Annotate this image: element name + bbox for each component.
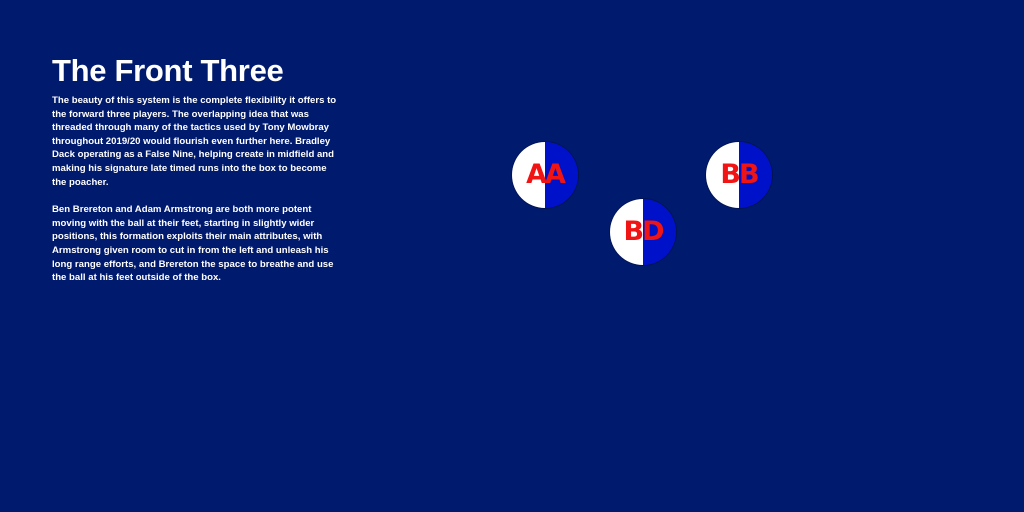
player-badge-centre [610, 199, 676, 265]
player-badge-left [512, 142, 578, 208]
article-panel [52, 52, 342, 299]
page-title: The Front Three [52, 53, 284, 88]
player-badge-right [706, 142, 772, 208]
paragraph-2: Ben Brereton and Adam Armstrong are both more potent moving with the ball at their feet, starting in slightly wider positions, this formation exploits their main attributes, with Armstrong given room to cut in from the left and unleash his long range efforts, and Brereton the space to breathe and use the ball at his feet outside of the box. [52, 204, 334, 284]
player-initials-right: BB [720, 159, 758, 190]
player-initials-left: AA [526, 159, 564, 190]
player-initials-centre: BD [623, 216, 663, 247]
paragraph-1: The beauty of this system is the complete flexibility it offers to the forward three players. The overlapping idea that was threaded through many of the tactics used by Tony Mowbray throughout 2019/20 would flourish even further here. Bradley Dack operating as a False Nine, helping create in midfield and making his signature late timed runs into the box to become the poacher. [52, 95, 337, 188]
